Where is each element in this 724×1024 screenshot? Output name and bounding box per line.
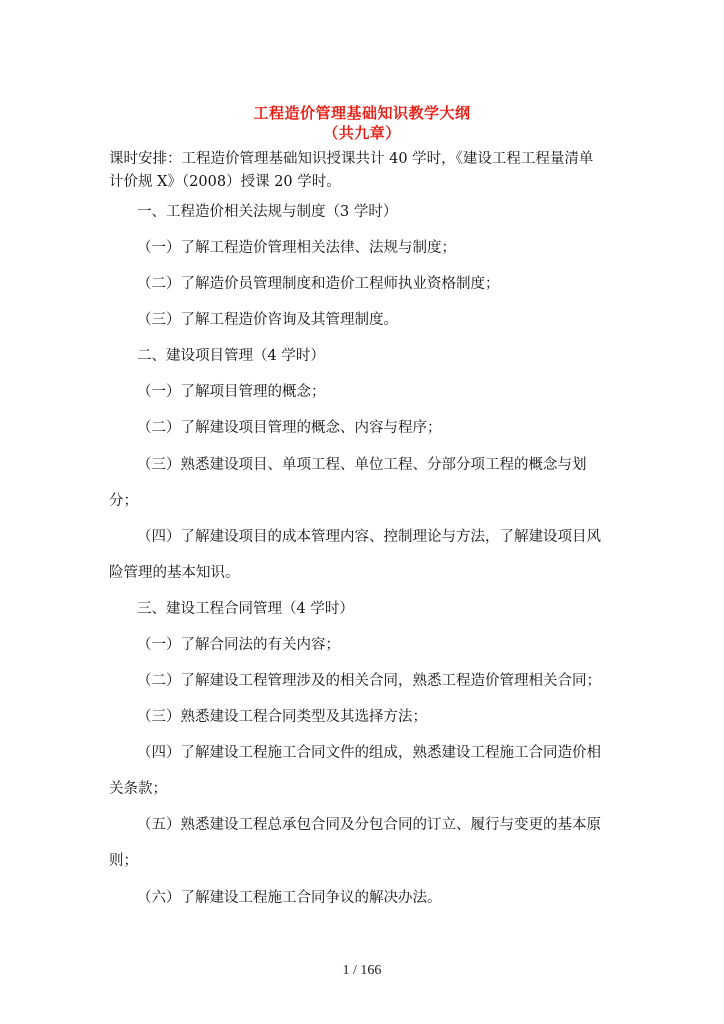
document-title: 工程造价管理基础知识教学大纲 xyxy=(253,104,471,122)
chapter-3-item-1: （一）了解合同法的有关内容； xyxy=(137,637,340,653)
chapter-3-item-6: （六）了解建设工程施工合同争议的解决办法。 xyxy=(137,890,442,906)
chapter-2-item-3: （三）熟悉建设项目、单项工程、单位工程、分部分项工程的概念与划 xyxy=(137,457,587,473)
chapter-3-heading: 三、建设工程合同管理（4 学时） xyxy=(137,601,354,617)
chapter-2-item-4: （四）了解建设项目的成本管理内容、控制理论与方法，了解建设项目风 xyxy=(137,529,601,545)
chapter-3-item-5: （五）熟悉建设工程总承包合同及分包合同的订立、履行与变更的基本原 xyxy=(137,817,601,833)
chapter-3-item-5-cont: 则； xyxy=(109,853,138,869)
chapter-3-item-4: （四）了解建设工程施工合同文件的组成，熟悉建设工程施工合同造价相 xyxy=(137,745,601,761)
intro-line-1: 课时安排：工程造价管理基础知识授课共计 40 学时，《建设工程工程量清单 xyxy=(109,151,594,167)
chapter-2-item-2: （二）了解建设项目管理的概念、内容与程序； xyxy=(137,420,442,436)
chapter-1-heading: 一、工程造价相关法规与制度（3 学时） xyxy=(137,204,398,220)
document-subtitle: （共九章） xyxy=(323,124,401,142)
chapter-1-item-3: （三）了解工程造价咨询及其管理制度。 xyxy=(137,312,398,328)
intro-line-2: 计价规 X》（2008）授课 20 学时。 xyxy=(109,174,341,190)
chapter-2-item-4-cont: 险管理的基本知识。 xyxy=(109,565,240,581)
chapter-2-heading: 二、建设项目管理（4 学时） xyxy=(137,348,325,364)
page-number: 1 / 166 xyxy=(342,963,382,978)
chapter-2-item-1: （一）了解项目管理的概念； xyxy=(137,384,326,400)
chapter-3-item-4-cont: 关条款； xyxy=(109,781,167,797)
chapter-1-item-1: （一）了解工程造价管理相关法律、法规与制度； xyxy=(137,240,456,256)
chapter-3-item-2: （二）了解建设工程管理涉及的相关合同，熟悉工程造价管理相关合同； xyxy=(137,673,601,689)
chapter-1-item-2: （二）了解造价员管理制度和造价工程师执业资格制度； xyxy=(137,276,500,292)
chapter-2-item-3-cont: 分； xyxy=(109,493,138,509)
chapter-3-item-3: （三）熟悉建设工程合同类型及其选择方法； xyxy=(137,709,427,725)
schedule-intro xyxy=(109,148,629,194)
